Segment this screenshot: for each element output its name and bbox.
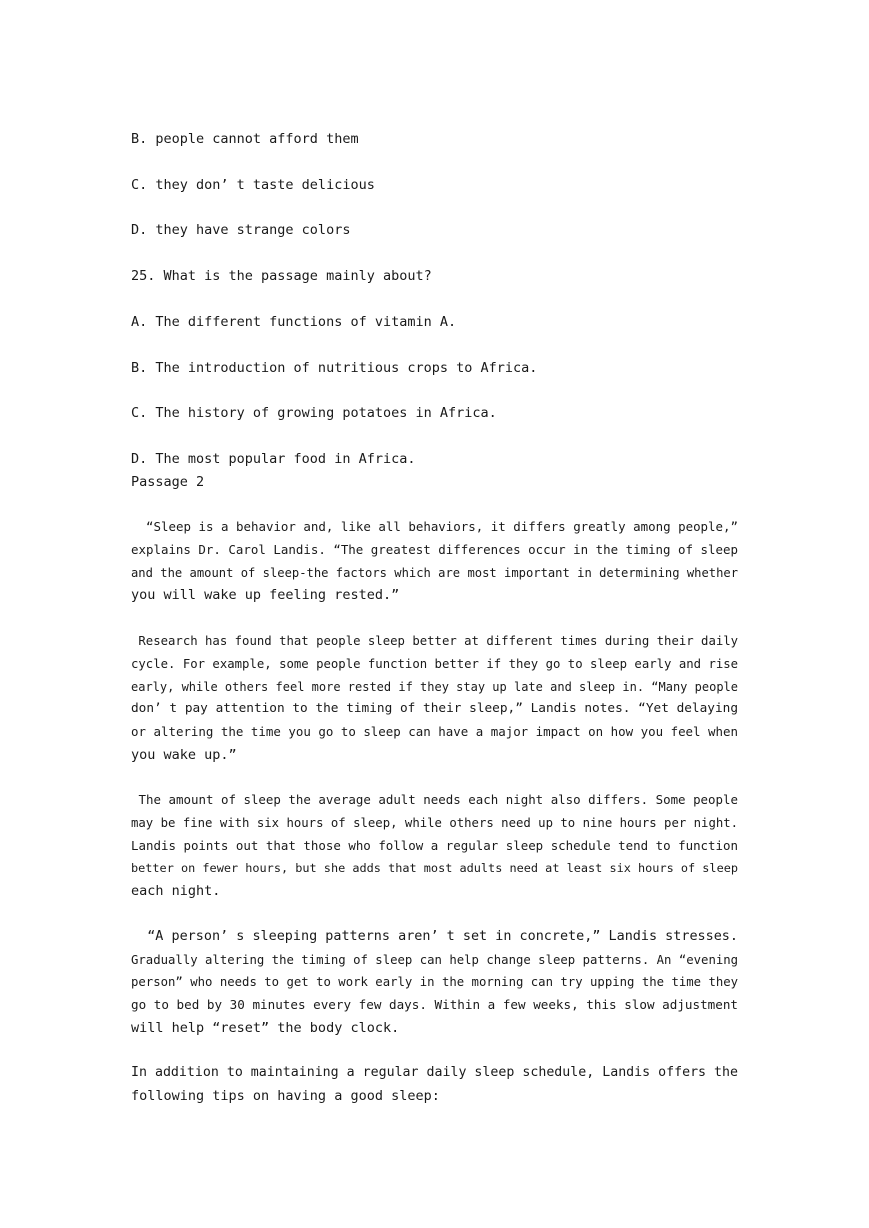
paragraph-line: cycle. For example, some people function better if they go to sleep early and rise: [131, 656, 739, 671]
paragraph-line: person” who needs to get to work early in the morning can try upping the time they: [131, 975, 739, 990]
paragraph-line: Research has found that people sleep better at different times during their daily: [131, 634, 739, 649]
option-b-q25: B. The introduction of nutritious crops to Africa.: [131, 359, 538, 376]
option-c-q25: C. The history of growing potatoes in Africa.: [131, 405, 497, 422]
paragraph-line: better on fewer hours, but she adds that most adults need at least six hours of sleep: [131, 861, 738, 876]
paragraph-line: you will wake up feeling rested.”: [131, 587, 400, 604]
paragraph-2: [131, 630, 738, 766]
paragraph-line: may be fine with six hours of sleep, while others need up to nine hours per night.: [131, 816, 739, 831]
paragraph-line: each night.: [131, 883, 221, 900]
paragraph-line: “A person’ s sleeping patterns aren’ t set in concrete,” Landis stresses.: [131, 928, 738, 944]
paragraph-line: don’ t pay attention to the timing of their sleep,” Landis notes. “Yet delaying: [131, 701, 738, 717]
paragraph-line: “Sleep is a behavior and, like all behaviors, it differs greatly among people,”: [131, 519, 738, 535]
option-c-prev: C. they don’ t taste delicious: [131, 176, 375, 193]
paragraph-line: following tips on having a good sleep:: [131, 1088, 440, 1105]
paragraph-line: In addition to maintaining a regular daily sleep schedule, Landis offers the: [131, 1065, 738, 1081]
paragraph-line: The amount of sleep the average adult needs each night also differs. Some people: [131, 792, 738, 808]
paragraph-line: Gradually altering the timing of sleep can help change sleep patterns. An “evening: [131, 952, 739, 967]
document-content: [131, 128, 738, 1131]
paragraph-line: early, while others feel more rested if they stay up late and sleep in. “Many people: [131, 679, 738, 694]
question-25: 25. What is the passage mainly about?: [131, 268, 432, 285]
passage-title: Passage 2: [131, 473, 205, 490]
option-d-q25: D. The most popular food in Africa.: [131, 450, 416, 467]
paragraph-line: or altering the time you go to sleep can have a major impact on how you feel when: [131, 723, 738, 739]
paragraph-line: explains Dr. Carol Landis. “The greatest differences occur in the timing of sleep: [131, 542, 738, 558]
paragraph-line: you wake up.”: [131, 746, 237, 763]
paragraph-line: Landis points out that those who follow a regular sleep schedule tend to function: [131, 837, 738, 853]
paragraph-3: [131, 789, 738, 903]
option-a-q25: A. The different functions of vitamin A.: [131, 313, 457, 330]
option-d-prev: D. they have strange colors: [131, 222, 351, 239]
paragraph-1: [131, 516, 738, 607]
paragraph-5: [131, 1062, 738, 1107]
paragraph-4: [131, 926, 738, 1040]
option-b-prev: B. people cannot afford them: [131, 131, 359, 147]
paragraph-line: and the amount of sleep-the factors which are most important in determining whether: [131, 565, 738, 580]
paragraph-line: go to bed by 30 minutes every few days. Within a few weeks, this slow adjustment: [131, 996, 738, 1012]
paragraph-line: will help “reset” the body clock.: [131, 1019, 400, 1036]
